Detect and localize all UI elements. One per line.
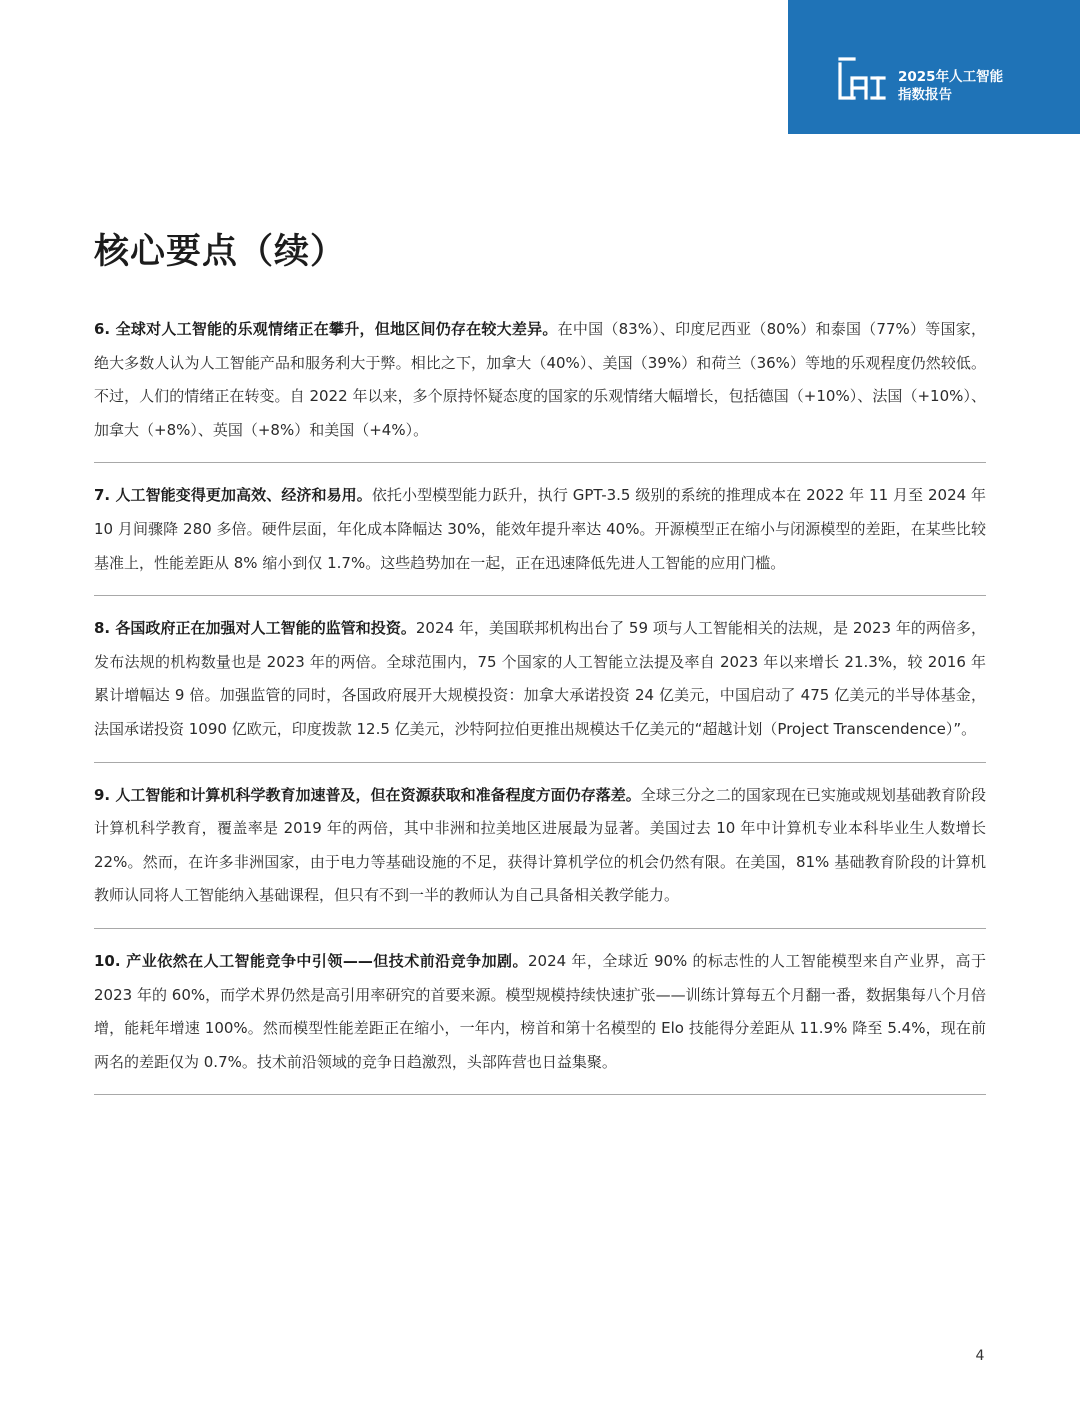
key-point-body: 依托小型模型能力跃升，执行 GPT-3.5 级别的系统的推理成本在 2022 年 11 月至 2024 年 10 月间骤降 280 多倍。硬件层面，年化成本降幅达 30%，能效年提升率达 40%。开源模型正在缩小与闭源模型的差距，在某些比较基准上，性能差距从 8% 缩小到仅 1.7%。这些趋势加在一起，正在迅速降低先进人工智能的应用门槛。 [94,486,987,572]
header-banner [788,0,1080,134]
key-point-6 [94,313,986,447]
key-point-10 [94,945,986,1079]
divider [94,595,986,596]
key-point-heading: 10. 产业依然在人工智能竞争中引领——但技术前沿竞争加剧。 [94,951,528,970]
report-title: 2025年人工智能 指数报告 [898,69,1004,103]
key-point-heading: 6. 全球对人工智能的乐观情绪正在攀升，但地区间仍存在较大差异。 [94,320,558,338]
key-point-heading: 8. 各国政府正在加强对人工智能的监管和投资。 [94,619,416,638]
key-point-heading: 7. 人工智能变得更加高效、经济和易用。 [94,486,372,505]
key-point-body: 2024 年，全球近 90% 的标志性的人工智能模型来自产业界，高于 2023 年的 60%，而学术界仍然是高引用率研究的首要来源。模型规模持续快速扩张——训练计算每五个月翻一番，数据集每八个月倍增，能耗年增速 100%。然而模型性能差距正在缩小，一年内，榜首和第十名模型的 Elo 技能得分差距从 11.9% 降至 5.4%，现在前两名的差距仅为 0.7%。技术前沿领域的竞争日趋激烈，头部阵营也日益集聚。 [94,951,986,1071]
key-point-7 [94,479,986,580]
key-points-list [94,313,986,1111]
key-point-body: 全球三分之二的国家现在已实施或规划基础教育阶段计算机科学教育，覆盖率是 2019 年的两倍，其中非洲和拉美地区进展最为显著。美国过去 10 年中计算机专业本科毕业生人数增长 22%。然而，在许多非洲国家，由于电力等基础设施的不足，获得计算机学位的机会仍然有限。在美国，81% 基础教育阶段的计算机教师认同将人工智能纳入基础课程，但只有不到一半的教师认为自己具备相关教学能力。 [94,785,986,905]
divider [94,462,986,463]
divider [94,1094,986,1095]
page-number: 4 [975,1348,985,1364]
ai-index-logo-icon [834,56,888,102]
key-point-body: 2024 年，美国联邦机构出台了 59 项与人工智能相关的法规，是 2023 年的两倍多，发布法规的机构数量也是 2023 年的两倍。全球范围内，75 个国家的人工智能立法提及率自 2023 年以来增长 21.3%，较 2016 年累计增幅达 9 倍。加强监管的同时，各国政府展开大规模投资：加拿大承诺投资 24 亿美元，中国启动了 475 亿美元的半导体基金，法国承诺投资 1090 亿欧元，印度拨款 12.5 亿美元，沙特阿拉伯更推出规模达千亿美元的“超越计划（Project Transcendence）”。 [94,619,986,738]
divider [94,928,986,929]
divider [94,762,986,763]
page-title: 核心要点（续） [94,232,347,272]
key-point-heading: 9. 人工智能和计算机科学教育加速普及，但在资源获取和准备程度方面仍存落差。 [94,785,641,804]
key-point-9 [94,779,986,913]
key-point-8 [94,612,986,746]
key-point-body: 在中国（83%）、印度尼西亚（80%）和泰国（77%）等国家，绝大多数人认为人工智能产品和服务利大于弊。相比之下，加拿大（40%）、美国（39%）和荷兰（36%）等地的乐观程度仍然较低。不过，人们的情绪正在转变。自 2022 年以来，多个原持怀疑态度的国家的乐观情绪大幅增长，包括德国（+10%）、法国（+10%）、加拿大（+8%）、英国（+8%）和美国（+4%）。 [94,320,986,439]
